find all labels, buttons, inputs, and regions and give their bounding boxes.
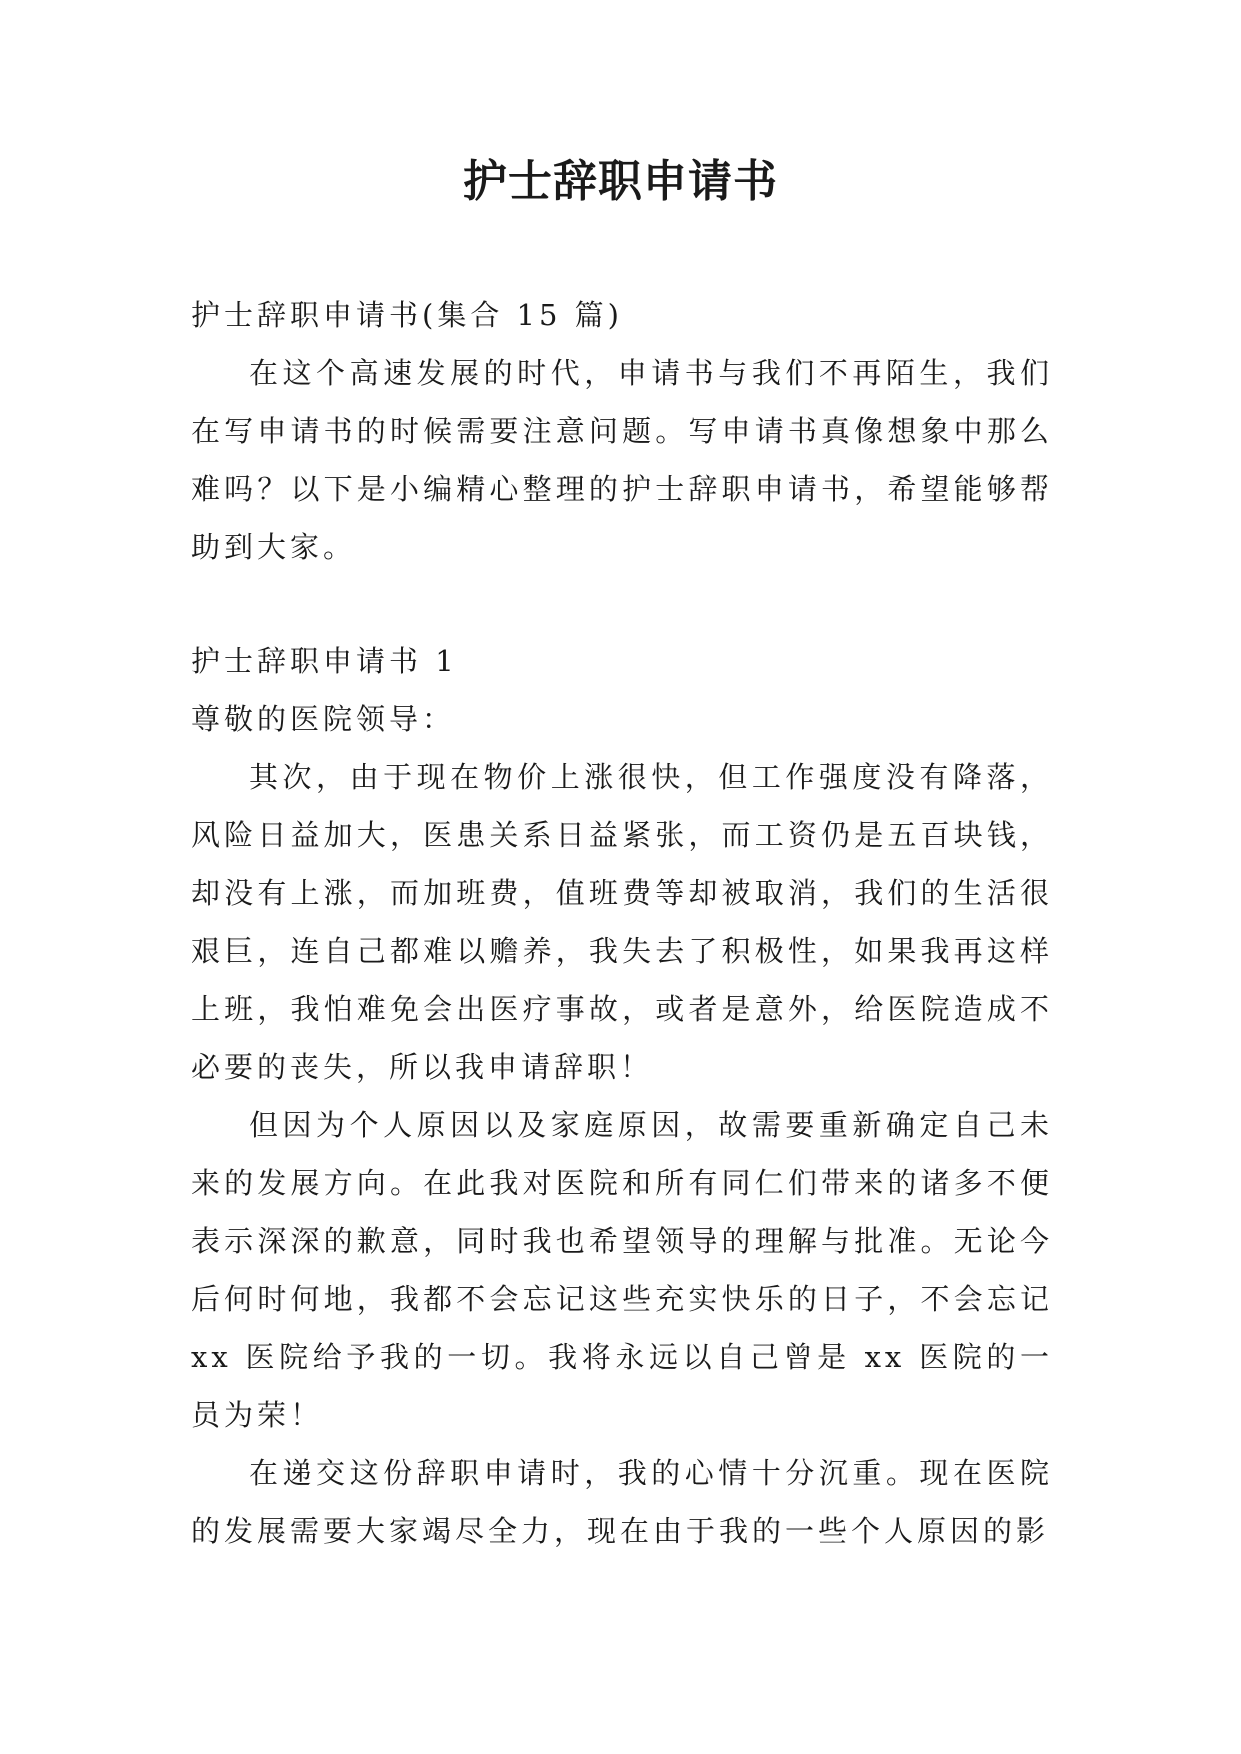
section-spacer	[191, 576, 1053, 632]
intro-paragraph: 在这个高速发展的时代，申请书与我们不再陌生，我们在写申请书的时候需要注意问题。写申请书真像想象中那么难吗？以下是小编精心整理的护士辞职申请书，希望能够帮助到大家。	[191, 356, 1053, 564]
body-paragraph-3: 在递交这份辞职申请时，我的心情十分沉重。现在医院的发展需要大家竭尽全力，现在由于我的一些个人原因的影	[191, 1456, 1053, 1548]
salutation: 尊敬的医院领导：	[191, 702, 456, 736]
document-body	[191, 286, 1053, 1560]
body-paragraph-2: 但因为个人原因以及家庭原因，故需要重新确定自己未来的发展方向。在此我对医院和所有同仁们带来的诸多不便表示深深的歉意，同时我也希望领导的理解与批准。无论今后何时何地，我都不会忘记这些充实快乐的日子，不会忘记 xx 医院给予我的一切。我将永远以自己曾是 xx 医院的一员为荣！	[191, 1108, 1053, 1432]
document-subtitle: 护士辞职申请书(集合 15 篇)	[191, 298, 623, 332]
body-paragraph-1: 其次，由于现在物价上涨很快，但工作强度没有降落，风险日益加大，医患关系日益紧张，而工资仍是五百块钱，却没有上涨，而加班费，值班费等却被取消，我们的生活很艰巨，连自己都难以赡养，我失去了积极性，如果我再这样上班，我怕难免会出医疗事故，或者是意外，给医院造成不必要的丧失，所以我申请辞职！	[191, 760, 1053, 1084]
section-heading: 护士辞职申请书 1	[191, 644, 458, 678]
document-title: 护士辞职申请书	[463, 156, 778, 207]
